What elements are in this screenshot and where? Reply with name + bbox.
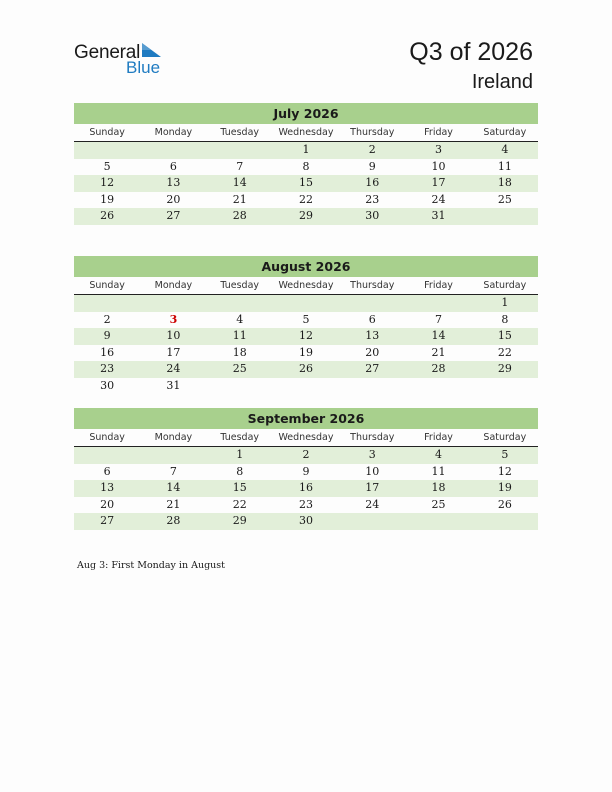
month-calendar-september <box>74 408 538 530</box>
week-row <box>74 328 538 345</box>
weekday-label: Monday <box>154 127 193 138</box>
week-row <box>74 192 538 209</box>
day-cell: 3 <box>435 143 443 156</box>
day-cell: 7 <box>169 464 177 478</box>
day-cell: 29 <box>232 514 247 527</box>
day-cell: 15 <box>232 481 247 494</box>
day-cell: 7 <box>435 312 443 326</box>
day-cell: 21 <box>232 192 247 206</box>
weekday-label: Monday <box>154 432 193 443</box>
day-cell <box>207 378 273 395</box>
weekday-label: Thursday <box>350 432 395 443</box>
day-cell: 15 <box>497 329 512 342</box>
weekday-label: Wednesday <box>278 432 334 443</box>
day-cell: 14 <box>232 176 247 189</box>
day-cell: 15 <box>298 176 313 189</box>
day-cell: 19 <box>298 345 313 359</box>
day-cell: 18 <box>431 481 446 494</box>
week-row <box>74 295 538 312</box>
day-cell: 11 <box>497 159 512 173</box>
weekday-label: Thursday <box>350 127 395 138</box>
day-cell: 18 <box>497 176 512 189</box>
day-cell: 27 <box>100 514 115 527</box>
day-cell: 27 <box>166 209 181 222</box>
day-cell: 30 <box>298 514 313 527</box>
weekday-label: Thursday <box>350 280 395 291</box>
day-cell: 5 <box>501 448 509 461</box>
week-row <box>74 480 538 497</box>
day-cell: 6 <box>169 159 177 173</box>
day-cell: 10 <box>431 159 446 173</box>
month-title: August 2026 <box>74 256 538 277</box>
day-cell: 24 <box>431 192 446 206</box>
weekday-label: Sunday <box>89 280 125 291</box>
week-row <box>74 464 538 481</box>
day-cell: 2 <box>302 448 310 461</box>
day-cell: 18 <box>232 345 247 359</box>
day-cell: 1 <box>501 296 509 309</box>
day-cell: 13 <box>100 481 115 494</box>
day-cell: 12 <box>298 329 313 342</box>
logo-word-general: General <box>74 42 141 63</box>
day-cell: 28 <box>431 362 446 375</box>
day-cell: 12 <box>100 176 115 189</box>
day-cell: 5 <box>103 159 111 173</box>
weekday-label: Saturday <box>483 432 527 443</box>
generalblue-logo <box>74 42 174 78</box>
day-cell: 2 <box>103 312 111 326</box>
weekday-label: Tuesday <box>220 432 260 443</box>
weekday-label: Friday <box>424 127 453 138</box>
day-cell: 1 <box>236 448 244 461</box>
day-cell: 21 <box>166 497 181 511</box>
day-cell: 22 <box>298 192 313 206</box>
day-cell: 11 <box>232 329 247 342</box>
month-calendar-july <box>74 103 538 225</box>
weekday-label: Wednesday <box>278 127 334 138</box>
day-cell: 4 <box>501 143 509 156</box>
day-cell: 6 <box>368 312 376 326</box>
day-cell: 21 <box>431 345 446 359</box>
day-cell <box>207 142 273 159</box>
day-cell: 24 <box>365 497 380 511</box>
day-cell: 17 <box>166 345 181 359</box>
logo-word-blue: Blue <box>126 58 161 77</box>
day-cell: 19 <box>100 192 115 206</box>
weekday-label: Friday <box>424 280 453 291</box>
day-cell: 23 <box>100 362 115 375</box>
day-cell: 11 <box>431 464 446 478</box>
day-cell: 3 <box>368 448 376 461</box>
day-cell: 4 <box>236 312 244 326</box>
day-cell: 17 <box>365 481 380 494</box>
week-row <box>74 447 538 464</box>
day-cell: 5 <box>302 312 310 326</box>
day-cell: 8 <box>501 312 509 326</box>
day-cell: 9 <box>368 159 376 173</box>
day-cell: 25 <box>497 192 512 206</box>
weekday-label: Sunday <box>89 127 125 138</box>
day-cell: 17 <box>431 176 446 189</box>
day-cell: 1 <box>302 143 310 156</box>
day-cell: 16 <box>365 176 380 189</box>
day-cell <box>74 295 140 312</box>
day-cell: 30 <box>365 209 380 222</box>
day-cell: 22 <box>497 345 512 359</box>
day-cell: 10 <box>365 464 380 478</box>
day-cell: 12 <box>497 464 512 478</box>
weekday-label: Sunday <box>89 432 125 443</box>
day-cell: 28 <box>232 209 247 222</box>
day-cell: 27 <box>365 362 380 375</box>
day-cell: 7 <box>236 159 244 173</box>
day-cell: 20 <box>100 497 115 511</box>
day-cell: 23 <box>365 192 380 206</box>
week-row <box>74 361 538 378</box>
day-cell: 2 <box>368 143 376 156</box>
day-cell: 20 <box>166 192 181 206</box>
day-cell: 6 <box>103 464 111 478</box>
day-cell <box>207 295 273 312</box>
day-cell <box>405 513 471 530</box>
day-cell: 4 <box>435 448 443 461</box>
month-calendar-august <box>74 256 538 394</box>
day-cell <box>339 378 405 395</box>
week-row <box>74 378 538 395</box>
day-cell: 16 <box>100 345 115 359</box>
day-cell <box>140 295 206 312</box>
day-cell: 25 <box>431 497 446 511</box>
day-cell: 8 <box>236 464 244 478</box>
day-cell: 26 <box>298 362 313 375</box>
week-row <box>74 175 538 192</box>
day-cell: 30 <box>100 378 115 392</box>
day-cell <box>339 295 405 312</box>
country-title: Ireland <box>471 71 533 93</box>
week-row <box>74 513 538 530</box>
day-cell <box>405 378 471 395</box>
day-cell: 19 <box>497 481 512 494</box>
month-title: September 2026 <box>74 408 538 429</box>
week-row <box>74 345 538 362</box>
day-cell: 20 <box>365 345 380 359</box>
day-cell: 23 <box>298 497 313 511</box>
holiday-day-cell: 3 <box>169 312 178 326</box>
day-cell: 22 <box>232 497 247 511</box>
holiday-note: Aug 3: First Monday in August <box>77 560 225 571</box>
logo-flag-icon <box>142 43 162 59</box>
weekday-label: Tuesday <box>220 280 260 291</box>
day-cell: 9 <box>103 329 111 342</box>
weekday-label: Monday <box>154 280 193 291</box>
day-cell: 28 <box>166 514 181 527</box>
day-cell: 29 <box>497 362 512 375</box>
day-cell <box>273 295 339 312</box>
day-cell <box>74 447 140 464</box>
weekday-label: Saturday <box>483 280 527 291</box>
day-cell: 9 <box>302 464 310 478</box>
weekday-label: Saturday <box>483 127 527 138</box>
weekday-label: Wednesday <box>278 280 334 291</box>
day-cell: 8 <box>302 159 310 173</box>
day-cell: 10 <box>166 329 181 342</box>
day-cell: 31 <box>431 209 446 222</box>
day-cell: 14 <box>166 481 181 494</box>
day-cell <box>472 513 538 530</box>
day-cell: 16 <box>298 481 313 494</box>
day-cell <box>405 295 471 312</box>
quarter-title: Q3 of 2026 <box>409 38 533 66</box>
day-cell <box>339 513 405 530</box>
weekday-header-row <box>74 124 538 142</box>
day-cell <box>74 142 140 159</box>
day-cell <box>140 447 206 464</box>
day-cell <box>273 378 339 395</box>
week-row <box>74 312 538 329</box>
day-cell: 26 <box>100 209 115 222</box>
weekday-label: Tuesday <box>220 127 260 138</box>
weekday-label: Friday <box>424 432 453 443</box>
day-cell: 13 <box>365 329 380 342</box>
day-cell: 26 <box>497 497 512 511</box>
day-cell <box>140 142 206 159</box>
day-cell <box>472 208 538 225</box>
day-cell: 25 <box>232 362 247 375</box>
day-cell: 31 <box>166 378 181 392</box>
week-row <box>74 497 538 514</box>
day-cell: 13 <box>166 176 181 189</box>
day-cell: 29 <box>298 209 313 222</box>
weekday-header-row <box>74 429 538 447</box>
month-title: July 2026 <box>74 103 538 124</box>
week-row <box>74 142 538 159</box>
day-cell <box>472 378 538 395</box>
weekday-header-row <box>74 277 538 295</box>
day-cell: 24 <box>166 362 181 375</box>
week-row <box>74 208 538 225</box>
week-row <box>74 159 538 176</box>
day-cell: 14 <box>431 329 446 342</box>
